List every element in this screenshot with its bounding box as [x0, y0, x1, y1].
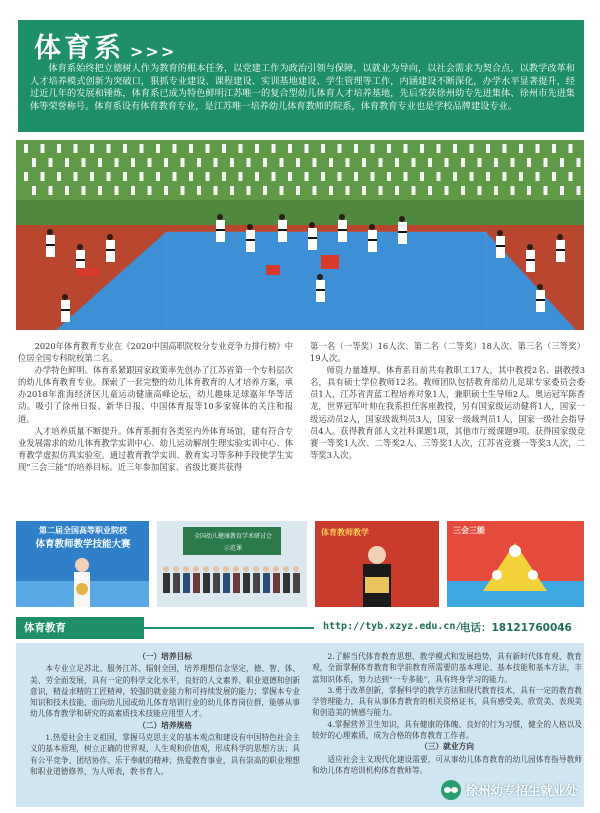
- background-performer: [338, 172, 342, 181]
- background-performer: [321, 172, 325, 181]
- seminar-attendee: [193, 566, 200, 593]
- background-performer: [445, 186, 449, 195]
- paragraph-quality: 人才培养质量不断提升。体育系拥有各类室内外体育场馆，建有符合专业发展需求的幼儿体育教学实训中心、幼儿运动解剖生理实验实训中心、体育教学虚拟仿真实验室。通过教育教学实训、教育实习等多种手段使学生实现“三会三能”的培养目标。近三年参加国家、省级比赛共获得: [18, 425, 293, 472]
- background-performer: [387, 172, 391, 181]
- background-performer: [49, 186, 53, 195]
- title-arrows: >>>: [130, 42, 177, 61]
- background-performer: [206, 172, 210, 181]
- background-performer: [404, 172, 408, 181]
- background-performer: [206, 144, 210, 153]
- background-performer: [560, 158, 564, 167]
- background-performer: [140, 144, 144, 153]
- background-performer: [305, 144, 309, 153]
- background-performer: [552, 172, 556, 181]
- seminar-attendee: [223, 566, 230, 593]
- background-performer: [98, 158, 102, 167]
- background-performer: [371, 144, 375, 153]
- background-performer: [486, 172, 490, 181]
- background-performer: [527, 186, 531, 195]
- background-performer: [569, 172, 573, 181]
- background-performer: [346, 158, 350, 167]
- background-performer: [371, 172, 375, 181]
- background-performer: [41, 172, 45, 181]
- background-performer: [107, 172, 111, 181]
- paragraph-awards: 第一名（一等奖）16人次、第二名（二等奖）18人次、第三名（三等奖）19人次。: [310, 341, 585, 364]
- background-performer: [123, 144, 127, 153]
- background-performer: [74, 172, 78, 181]
- background-performer: [65, 158, 69, 167]
- background-performer: [82, 186, 86, 195]
- background-performer: [395, 186, 399, 195]
- seminar-attendee: [243, 566, 250, 593]
- background-performer: [98, 186, 102, 195]
- background-performer: [511, 158, 515, 167]
- background-performer: [569, 144, 573, 153]
- department-header: [18, 20, 584, 132]
- paragraph-spec-3: 3.勇于改革创新，掌握科学的教学方法和现代教育技术，具有一定的教育教学管理能力，具有从事体育教育的相关资格证书，具有感受美、欣赏美、表现美和创造美的情感与能力。: [312, 685, 582, 718]
- background-performer: [412, 186, 416, 195]
- background-performer: [503, 172, 507, 181]
- seminar-attendee: [173, 566, 180, 593]
- wechat-icon: [441, 780, 461, 800]
- banner-seminar-line1: 全国幼儿健康教育学术研讨会: [193, 533, 272, 540]
- program-phone: 电话：18121760046: [460, 622, 572, 634]
- performance-scene: [447, 521, 584, 607]
- background-performer: [395, 158, 399, 167]
- banner-seminar-line2: 示范课: [223, 545, 242, 552]
- seminar-attendee: [263, 566, 270, 593]
- background-performer: [346, 186, 350, 195]
- background-performer: [214, 186, 218, 195]
- background-performer: [222, 172, 226, 181]
- background-performer: [321, 144, 325, 153]
- background-performer: [288, 172, 292, 181]
- background-performer: [239, 172, 243, 181]
- background-performer: [280, 158, 284, 167]
- background-performer: [470, 144, 474, 153]
- contest-winner-figure: [16, 521, 149, 607]
- seminar-attendee: [233, 566, 240, 593]
- background-performer: [156, 172, 160, 181]
- background-performer: [362, 186, 366, 195]
- background-performer: [354, 144, 358, 153]
- background-performer: [255, 144, 259, 153]
- background-performer: [123, 172, 127, 181]
- photo-outdoor-performance: [447, 521, 584, 607]
- background-performer: [511, 186, 515, 195]
- background-performer: [536, 172, 540, 181]
- background-performer: [338, 144, 342, 153]
- background-performer: [222, 144, 226, 153]
- background-performer: [478, 158, 482, 167]
- program-website-link[interactable]: http://tyb.xzyz.edu.cn/: [323, 621, 462, 632]
- background-performer: [197, 186, 201, 195]
- background-performer: [379, 158, 383, 167]
- background-performer: [329, 186, 333, 195]
- background-performer: [544, 186, 548, 195]
- seminar-people: [157, 521, 307, 607]
- background-performer: [478, 186, 482, 195]
- background-performer: [57, 172, 61, 181]
- background-performer: [214, 158, 218, 167]
- left-text-column: [18, 340, 293, 473]
- background-performer: [519, 172, 523, 181]
- background-performer: [296, 186, 300, 195]
- background-performer: [362, 158, 366, 167]
- background-performer: [181, 186, 185, 195]
- background-performer: [404, 144, 408, 153]
- background-performer: [412, 158, 416, 167]
- program-name: 体育教育: [16, 617, 144, 639]
- background-performer: [57, 144, 61, 153]
- background-performer: [115, 158, 119, 167]
- background-performer: [420, 144, 424, 153]
- background-performer: [354, 172, 358, 181]
- program-bar: [16, 617, 584, 639]
- photo-seminar-group: [157, 521, 307, 607]
- background-performer: [313, 186, 317, 195]
- background-performer: [82, 158, 86, 167]
- details-right-column: [312, 651, 582, 776]
- background-performer: [280, 186, 284, 195]
- background-performer: [247, 186, 251, 195]
- background-performer: [552, 144, 556, 153]
- program-divider: [144, 627, 314, 629]
- background-performer: [181, 158, 185, 167]
- background-performer: [470, 172, 474, 181]
- background-performer: [445, 158, 449, 167]
- seminar-attendee: [283, 566, 290, 593]
- banner-contest-line1: 第二届全国高等职业院校: [39, 526, 127, 535]
- background-performer: [255, 172, 259, 181]
- background-performer: [494, 186, 498, 195]
- phone-number: 18121760046: [491, 622, 572, 634]
- background-performer: [131, 186, 135, 195]
- background-performer: [107, 144, 111, 153]
- background-performer: [41, 144, 45, 153]
- background-performer: [148, 158, 152, 167]
- background-performer: [577, 158, 581, 167]
- background-performer: [379, 186, 383, 195]
- seminar-attendee: [163, 566, 170, 593]
- department-intro: 体育系始终把立德树人作为教育的根本任务，以党建工作为政治引领与保障，以就业为导向，以社会需求为契合点，以教学改革和人才培养模式创新为突破口，狠抓专业建设、课程建设、实训基地建设、学生管理等工作，内涵建设不断深化，办学水平显著提升，经过近几年的发展和锤炼，体育系已成为特色鲜明江苏唯一的复合型幼儿体育人才培养基地，先后荣获徐州幼专先进集体、徐州市先进集体等荣誉称号。体育系设有体育教育专业，是江苏唯一培养幼儿体育教师的院系，体育教育专业也是学校品牌建设专业。: [30, 63, 575, 112]
- photo-teaching-contest: [16, 521, 149, 607]
- seminar-attendee: [183, 566, 190, 593]
- hero-illustration: [16, 140, 584, 330]
- background-performer: [164, 186, 168, 195]
- banner-contest-line2: 体育教师教学技能大赛: [35, 539, 131, 550]
- teacher-figure: [315, 521, 439, 607]
- background-performer: [115, 186, 119, 195]
- banner-teacher: 体育教师教学: [321, 528, 369, 537]
- background-performer: [173, 172, 177, 181]
- background-performer: [230, 158, 234, 167]
- background-performer: [486, 144, 490, 153]
- background-performer: [24, 172, 28, 181]
- banner-performance: 三会三能: [453, 526, 485, 535]
- background-performer: [329, 158, 333, 167]
- background-performer: [519, 144, 523, 153]
- heading-employment: （三）就业方向: [420, 742, 474, 752]
- background-performer: [263, 158, 267, 167]
- background-performer: [156, 144, 160, 153]
- background-performer: [313, 158, 317, 167]
- background-performer: [453, 144, 457, 153]
- paragraph-employment: 适应社会主义现代化建设需要，可从事幼儿体育教育的幼儿园体育指导教师和幼儿体育培训机构体育教师等。: [312, 754, 582, 775]
- paragraph-training-goal: 本专业立足苏北、服务江苏、辐射全国，培养理想信念坚定，德、智、体、美、劳全面发展，具有一定的科学文化水平，良好的人文素养、职业道德和创新意识，精益求精的工匠精神，较强的就业能力和可持续发展的能力；掌握本专业知识和技术技能，面向幼儿园或幼儿体育培训行业的幼儿体育岗位群，能够从事幼儿体育教学和研究的高素质技术技能应用型人才。: [30, 664, 300, 719]
- background-performer: [247, 158, 251, 167]
- background-performer: [428, 158, 432, 167]
- background-performer: [577, 186, 581, 195]
- background-performer: [65, 186, 69, 195]
- background-performer: [32, 186, 36, 195]
- background-performer: [263, 186, 267, 195]
- paragraph-spec-4: 4.掌握营养卫生知识，具有健康的体魄、良好的行为习惯，健全的人格以及较好的心理素质，成为合格的体育教育工作者。: [312, 719, 582, 741]
- photo-teacher-award: [315, 521, 439, 607]
- photo-strip: [16, 521, 584, 607]
- background-performer: [461, 158, 465, 167]
- background-performer: [131, 158, 135, 167]
- background-performer: [140, 172, 144, 181]
- paragraph-faculty: 师资力量雄厚。体育系目前共有教职工17人，其中教授2名、副教授3名，具有硕士学位教师12名。教师团队包括教育部幼儿足球专家委员会委员1人，江苏省青蓝工程培养对象1人，兼职硕士生导师2人。奥运冠军陈香龙，世界冠军叶帅在我系担任客座教授，另有国家级运动健将1人，国家一级运动员2人，国家级裁判员3人，国家一级裁判员1人，国家一级社会指导员4人。获得教育部人文社科课题1项，其他市厅级课题9项。获得国家级竞赛一等奖1人次、二等奖2人、三等奖1人次，江苏省竞赛一等奖3人次，二等奖3人次。: [310, 365, 585, 460]
- background-performer: [461, 186, 465, 195]
- background-performer: [428, 186, 432, 195]
- paragraph-features: 办学特色鲜明。体育系紧跟国家政策率先创办了江苏省第一个专科层次的幼儿体育教育专业。探索了一套完整的幼儿体育教育的人才培养方案，承办2018年淮海经济区儿童运动健康高峰论坛，幼儿趣味足球嘉年华等活动。吸引了徐州日报、新华日报、中国体育报等10多家媒体的关注和报道。: [18, 365, 293, 424]
- program-details: [16, 643, 584, 807]
- page-title: 体育系 >>>: [34, 33, 177, 64]
- background-performer: [544, 158, 548, 167]
- background-performer: [387, 144, 391, 153]
- background-performer: [74, 144, 78, 153]
- seminar-attendee: [213, 566, 220, 593]
- seminar-attendee: [253, 566, 260, 593]
- background-performer: [230, 186, 234, 195]
- background-performer: [272, 172, 276, 181]
- background-performer: [536, 144, 540, 153]
- background-performer: [305, 172, 309, 181]
- background-performer: [189, 144, 193, 153]
- background-performer: [494, 158, 498, 167]
- paragraph-ranking: 2020年体育教育专业在《2020中国高职院校分专业竞争力排行榜》中位居全国专科院校第二名。: [18, 341, 293, 364]
- background-performer: [239, 144, 243, 153]
- wechat-watermark: 徐州幼专招生就业处: [441, 779, 578, 801]
- details-left-column: [30, 651, 300, 777]
- heading-training-spec: （二）培养规格: [138, 720, 192, 730]
- background-performer: [296, 158, 300, 167]
- background-performer: [148, 186, 152, 195]
- paragraph-spec-2: 2.了解当代体育教育思想、教学模式和发展趋势，具有新时代体育观、教育观，全面掌握体育教育和学前教育所需要的基本理论、基本技能和基本方法，丰富知识体系，努力达到“一专多能”，具有终身学习的能力。: [312, 652, 582, 684]
- background-performer: [164, 158, 168, 167]
- background-performer: [197, 158, 201, 167]
- background-performer: [437, 172, 441, 181]
- seminar-attendee: [273, 566, 280, 593]
- background-performer: [503, 144, 507, 153]
- background-performer: [272, 144, 276, 153]
- seminar-attendee: [293, 566, 300, 593]
- background-performer: [420, 172, 424, 181]
- background-performer: [189, 172, 193, 181]
- background-performer: [288, 144, 292, 153]
- hero-photo-taekwondo: [16, 140, 584, 330]
- background-performer: [24, 144, 28, 153]
- right-text-column: [310, 340, 585, 461]
- background-performer: [90, 144, 94, 153]
- background-performer: [527, 158, 531, 167]
- background-performer: [437, 144, 441, 153]
- paragraph-spec-1: 1.热爱社会主义祖国，掌握马克思主义的基本观点和建设有中国特色社会主义的基本原理，树立正确的世界观、人生观和价值观，形成科学的思想方法；具有公平竞争、团结协作、乐于奉献的精神；热爱教育事业，具有崇高的职业理想和职业道德修养，为人师表，教书育人。: [30, 733, 300, 776]
- background-performer: [32, 158, 36, 167]
- background-performer: [453, 172, 457, 181]
- background-performer: [90, 172, 94, 181]
- heading-training-goal: （一）培养目标: [138, 652, 192, 661]
- background-performer: [49, 158, 53, 167]
- background-performer: [173, 144, 177, 153]
- seminar-attendee: [203, 566, 210, 593]
- background-performer: [560, 186, 564, 195]
